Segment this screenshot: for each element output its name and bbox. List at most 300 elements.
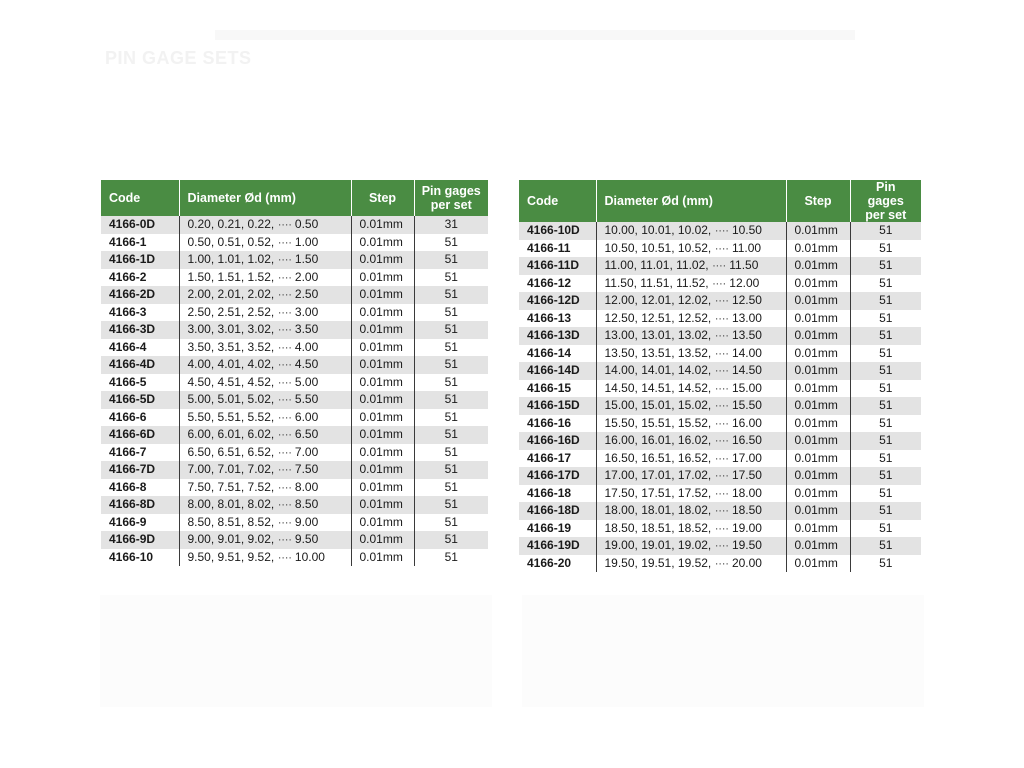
pins-per-set-cell: 51 xyxy=(414,531,488,549)
code-cell: 4166-2 xyxy=(101,269,179,287)
table-row xyxy=(519,397,921,415)
diameter-end: 6.50 xyxy=(294,427,319,441)
diameter-start: 2.00, 2.01, 2.02, xyxy=(187,287,275,301)
diameter-start: 19.00, 19.01, 19.02, xyxy=(604,538,712,552)
diameter-start: 2.50, 2.51, 2.52, xyxy=(187,304,275,319)
column-header-diameter: Diameter Ød (mm) xyxy=(179,180,351,216)
step-cell: 0.01mm xyxy=(351,304,414,322)
step-cell: 0.01mm xyxy=(351,269,414,287)
step-cell: 0.01mm xyxy=(786,257,850,275)
pins-per-set-cell: 51 xyxy=(414,251,488,269)
diameter-cell xyxy=(596,275,786,293)
ellipsis-dots: ···· xyxy=(277,374,292,389)
diameter-end: 17.50 xyxy=(731,468,762,482)
table-row xyxy=(519,467,921,485)
code-cell: 4166-3D xyxy=(101,321,179,339)
table-row xyxy=(519,432,921,450)
pins-per-set-cell: 51 xyxy=(414,479,488,497)
table-row xyxy=(101,251,488,269)
left-table-body xyxy=(101,216,488,566)
diameter-start: 3.50, 3.51, 3.52, xyxy=(187,339,275,354)
ellipsis-dots: ···· xyxy=(277,497,292,511)
diameter-end: 8.50 xyxy=(294,497,319,511)
code-cell: 4166-9D xyxy=(101,531,179,549)
ellipsis-dots: ···· xyxy=(277,252,292,266)
diameter-cell xyxy=(179,549,351,567)
diameter-cell xyxy=(596,520,786,538)
pins-per-set-cell: 51 xyxy=(850,450,921,468)
ellipsis-dots: ···· xyxy=(277,304,292,319)
diameter-cell xyxy=(596,485,786,503)
table-row xyxy=(519,555,921,573)
diameter-end: 14.00 xyxy=(731,345,762,360)
ellipsis-dots: ···· xyxy=(714,398,729,412)
ellipsis-dots: ···· xyxy=(277,479,292,494)
ellipsis-dots: ···· xyxy=(711,258,726,272)
step-cell: 0.01mm xyxy=(351,479,414,497)
step-cell: 0.01mm xyxy=(351,461,414,479)
table-row xyxy=(519,275,921,293)
diameter-end: 18.50 xyxy=(731,503,762,517)
pins-per-set-cell: 51 xyxy=(850,222,921,240)
step-cell: 0.01mm xyxy=(786,485,850,503)
diameter-start: 0.20, 0.21, 0.22, xyxy=(187,217,275,231)
column-header-code: Code xyxy=(101,180,179,216)
pins-per-set-cell: 51 xyxy=(414,409,488,427)
pins-per-set-cell: 51 xyxy=(850,240,921,258)
diameter-cell xyxy=(596,467,786,485)
code-cell: 4166-11 xyxy=(519,240,596,258)
ellipsis-dots: ···· xyxy=(277,217,292,231)
ellipsis-dots: ···· xyxy=(714,328,729,342)
ellipsis-dots: ···· xyxy=(277,357,292,371)
diameter-start: 9.50, 9.51, 9.52, xyxy=(187,549,275,564)
diameter-start: 8.50, 8.51, 8.52, xyxy=(187,514,275,529)
pins-per-set-cell: 51 xyxy=(850,310,921,328)
diameter-cell xyxy=(596,432,786,450)
ellipsis-dots: ···· xyxy=(714,450,729,465)
diameter-end: 5.50 xyxy=(294,392,319,406)
code-cell: 4166-0D xyxy=(101,216,179,234)
diameter-cell xyxy=(596,362,786,380)
step-cell: 0.01mm xyxy=(786,432,850,450)
diameter-end: 1.00 xyxy=(294,234,319,249)
diameter-start: 8.00, 8.01, 8.02, xyxy=(187,497,275,511)
diameter-start: 18.00, 18.01, 18.02, xyxy=(604,503,712,517)
ellipsis-dots: ···· xyxy=(714,555,729,570)
diameter-end: 12.50 xyxy=(731,293,762,307)
table-row xyxy=(101,409,488,427)
diameter-cell xyxy=(179,374,351,392)
diameter-end: 11.00 xyxy=(731,240,762,255)
table-header-row xyxy=(101,180,488,216)
diameter-start: 6.00, 6.01, 6.02, xyxy=(187,427,275,441)
diameter-cell xyxy=(179,426,351,444)
diameter-cell xyxy=(179,514,351,532)
diameter-start: 11.50, 11.51, 11.52, xyxy=(604,275,709,290)
table-row xyxy=(101,461,488,479)
diameter-cell xyxy=(179,286,351,304)
ellipsis-dots: ···· xyxy=(714,468,729,482)
ellipsis-dots: ···· xyxy=(714,310,729,325)
code-cell: 4166-8 xyxy=(101,479,179,497)
step-cell: 0.01mm xyxy=(351,514,414,532)
step-cell: 0.01mm xyxy=(786,415,850,433)
diameter-start: 6.50, 6.51, 6.52, xyxy=(187,444,275,459)
step-cell: 0.01mm xyxy=(351,549,414,567)
ellipsis-dots: ···· xyxy=(714,240,729,255)
table-row xyxy=(519,520,921,538)
diameter-start: 1.50, 1.51, 1.52, xyxy=(187,269,275,284)
ellipsis-dots: ···· xyxy=(714,503,729,517)
ellipsis-dots: ···· xyxy=(714,380,729,395)
diameter-end: 2.50 xyxy=(294,287,319,301)
pins-per-set-cell: 51 xyxy=(414,304,488,322)
code-cell: 4166-11D xyxy=(519,257,596,275)
table-row xyxy=(101,356,488,374)
ellipsis-dots: ···· xyxy=(714,433,729,447)
diameter-cell xyxy=(179,269,351,287)
diameter-end: 19.00 xyxy=(731,520,762,535)
code-cell: 4166-16D xyxy=(519,432,596,450)
pins-per-set-cell: 51 xyxy=(414,234,488,252)
diameter-start: 1.00, 1.01, 1.02, xyxy=(187,252,275,266)
diameter-cell xyxy=(179,234,351,252)
diameter-cell xyxy=(179,496,351,514)
diameter-cell xyxy=(596,257,786,275)
diameter-start: 16.00, 16.01, 16.02, xyxy=(604,433,712,447)
step-cell: 0.01mm xyxy=(786,362,850,380)
diameter-end: 20.00 xyxy=(731,555,762,570)
ellipsis-dots: ···· xyxy=(714,520,729,535)
diameter-end: 10.50 xyxy=(731,223,762,237)
column-header-pins-per-set xyxy=(414,180,488,216)
pins-per-set-cell: 51 xyxy=(414,549,488,567)
diameter-end: 10.00 xyxy=(294,549,325,564)
pins-per-set-cell: 51 xyxy=(414,391,488,409)
diameter-end: 3.00 xyxy=(294,304,319,319)
diameter-start: 7.50, 7.51, 7.52, xyxy=(187,479,275,494)
ellipsis-dots: ···· xyxy=(714,223,729,237)
ellipsis-dots: ···· xyxy=(714,345,729,360)
step-cell: 0.01mm xyxy=(351,234,414,252)
step-cell: 0.01mm xyxy=(351,444,414,462)
diameter-cell xyxy=(596,415,786,433)
code-cell: 4166-7 xyxy=(101,444,179,462)
diameter-start: 7.00, 7.01, 7.02, xyxy=(187,462,275,476)
table-row xyxy=(519,257,921,275)
diameter-end: 13.00 xyxy=(731,310,762,325)
pins-per-set-cell: 51 xyxy=(850,520,921,538)
code-cell: 4166-7D xyxy=(101,461,179,479)
diameter-start: 15.00, 15.01, 15.02, xyxy=(604,398,712,412)
table-row xyxy=(519,485,921,503)
table-row xyxy=(519,310,921,328)
step-cell: 0.01mm xyxy=(786,327,850,345)
code-cell: 4166-1D xyxy=(101,251,179,269)
pins-per-set-cell: 51 xyxy=(850,380,921,398)
faded-note-block-right xyxy=(522,595,924,707)
ellipsis-dots: ···· xyxy=(277,444,292,459)
diameter-end: 13.50 xyxy=(731,328,762,342)
table-row xyxy=(101,514,488,532)
diameter-end: 8.00 xyxy=(294,479,319,494)
diameter-end: 19.50 xyxy=(731,538,762,552)
table-row xyxy=(101,549,488,567)
step-cell: 0.01mm xyxy=(786,222,850,240)
right-table-body xyxy=(519,222,921,572)
diameter-cell xyxy=(179,461,351,479)
diameter-start: 0.50, 0.51, 0.52, xyxy=(187,234,275,249)
table-row xyxy=(101,286,488,304)
diameter-cell xyxy=(596,502,786,520)
code-cell: 4166-18 xyxy=(519,485,596,503)
pins-per-set-cell: 51 xyxy=(850,467,921,485)
step-cell: 0.01mm xyxy=(786,310,850,328)
pins-per-set-cell: 51 xyxy=(850,292,921,310)
diameter-start: 17.50, 17.51, 17.52, xyxy=(604,485,712,500)
ellipsis-dots: ···· xyxy=(711,275,726,290)
diameter-end: 1.50 xyxy=(294,252,319,266)
diameter-start: 9.00, 9.01, 9.02, xyxy=(187,532,275,546)
step-cell: 0.01mm xyxy=(351,356,414,374)
ellipsis-dots: ···· xyxy=(277,462,292,476)
diameter-start: 19.50, 19.51, 19.52, xyxy=(604,555,712,570)
table-row xyxy=(519,380,921,398)
step-cell: 0.01mm xyxy=(351,216,414,234)
pins-per-set-cell: 51 xyxy=(414,269,488,287)
diameter-start: 13.00, 13.01, 13.02, xyxy=(604,328,712,342)
diameter-end: 7.50 xyxy=(294,462,319,476)
table-row xyxy=(101,304,488,322)
table-row xyxy=(101,269,488,287)
diameter-end: 7.00 xyxy=(294,444,319,459)
diameter-cell xyxy=(596,292,786,310)
ellipsis-dots: ···· xyxy=(277,549,292,564)
diameter-start: 16.50, 16.51, 16.52, xyxy=(604,450,712,465)
left-table-panel xyxy=(101,180,488,566)
diameter-cell xyxy=(179,479,351,497)
code-cell: 4166-10 xyxy=(101,549,179,567)
code-cell: 4166-17D xyxy=(519,467,596,485)
pins-per-set-cell: 51 xyxy=(414,496,488,514)
table-header-row xyxy=(519,180,921,222)
table-row xyxy=(101,234,488,252)
diameter-start: 17.00, 17.01, 17.02, xyxy=(604,468,712,482)
step-cell: 0.01mm xyxy=(786,467,850,485)
table-row xyxy=(519,240,921,258)
diameter-cell xyxy=(179,409,351,427)
code-cell: 4166-18D xyxy=(519,502,596,520)
diameter-end: 11.50 xyxy=(729,258,759,272)
step-cell: 0.01mm xyxy=(786,380,850,398)
diameter-cell xyxy=(596,310,786,328)
ellipsis-dots: ···· xyxy=(277,322,292,336)
table-row xyxy=(519,345,921,363)
code-cell: 4166-15 xyxy=(519,380,596,398)
step-cell: 0.01mm xyxy=(786,275,850,293)
diameter-end: 17.00 xyxy=(731,450,762,465)
column-header-pins-per-set xyxy=(850,180,921,222)
pins-header-line2: per set xyxy=(865,208,907,222)
code-cell: 4166-6 xyxy=(101,409,179,427)
step-cell: 0.01mm xyxy=(351,286,414,304)
table-row xyxy=(101,444,488,462)
code-cell: 4166-4D xyxy=(101,356,179,374)
ellipsis-dots: ···· xyxy=(277,532,292,546)
code-cell: 4166-20 xyxy=(519,555,596,573)
table-row xyxy=(101,426,488,444)
step-cell: 0.01mm xyxy=(786,502,850,520)
step-cell: 0.01mm xyxy=(351,531,414,549)
code-cell: 4166-13 xyxy=(519,310,596,328)
pins-header-line1: Pin gages xyxy=(867,180,904,208)
diameter-cell xyxy=(179,216,351,234)
step-cell: 0.01mm xyxy=(786,520,850,538)
code-cell: 4166-15D xyxy=(519,397,596,415)
step-cell: 0.01mm xyxy=(786,345,850,363)
code-cell: 4166-12 xyxy=(519,275,596,293)
diameter-cell xyxy=(596,240,786,258)
ellipsis-dots: ···· xyxy=(277,427,292,441)
diameter-end: 12.00 xyxy=(729,275,760,290)
diameter-end: 16.00 xyxy=(731,415,762,430)
ellipsis-dots: ···· xyxy=(714,363,729,377)
ellipsis-dots: ···· xyxy=(277,339,292,354)
step-cell: 0.01mm xyxy=(351,321,414,339)
diameter-cell xyxy=(179,391,351,409)
code-cell: 4166-3 xyxy=(101,304,179,322)
table-row xyxy=(101,374,488,392)
step-cell: 0.01mm xyxy=(351,251,414,269)
code-cell: 4166-14 xyxy=(519,345,596,363)
step-cell: 0.01mm xyxy=(786,555,850,573)
column-header-step: Step xyxy=(351,180,414,216)
code-cell: 4166-5 xyxy=(101,374,179,392)
diameter-end: 16.50 xyxy=(731,433,762,447)
step-cell: 0.01mm xyxy=(351,409,414,427)
diameter-start: 10.50, 10.51, 10.52, xyxy=(604,240,712,255)
step-cell: 0.01mm xyxy=(351,496,414,514)
diameter-cell xyxy=(596,380,786,398)
faded-header-rule xyxy=(215,30,855,40)
table-row xyxy=(101,339,488,357)
table-row xyxy=(101,531,488,549)
table-row xyxy=(519,327,921,345)
ellipsis-dots: ···· xyxy=(277,287,292,301)
ellipsis-dots: ···· xyxy=(277,392,292,406)
pins-per-set-cell: 51 xyxy=(850,485,921,503)
code-cell: 4166-8D xyxy=(101,496,179,514)
ellipsis-dots: ···· xyxy=(277,269,292,284)
pins-per-set-cell: 51 xyxy=(850,275,921,293)
diameter-end: 6.00 xyxy=(294,409,319,424)
code-cell: 4166-2D xyxy=(101,286,179,304)
pins-per-set-cell: 51 xyxy=(850,432,921,450)
diameter-cell xyxy=(596,327,786,345)
pins-per-set-cell: 51 xyxy=(414,514,488,532)
diameter-cell xyxy=(179,321,351,339)
pin-gage-table-right xyxy=(519,180,921,572)
code-cell: 4166-6D xyxy=(101,426,179,444)
step-cell: 0.01mm xyxy=(351,339,414,357)
diameter-cell xyxy=(596,555,786,573)
table-row xyxy=(101,321,488,339)
table-row xyxy=(101,479,488,497)
column-header-diameter: Diameter Ød (mm) xyxy=(596,180,786,222)
pins-per-set-cell: 51 xyxy=(414,444,488,462)
code-cell: 4166-17 xyxy=(519,450,596,468)
diameter-cell xyxy=(596,397,786,415)
step-cell: 0.01mm xyxy=(786,292,850,310)
step-cell: 0.01mm xyxy=(786,450,850,468)
ellipsis-dots: ···· xyxy=(714,538,729,552)
code-cell: 4166-1 xyxy=(101,234,179,252)
ellipsis-dots: ···· xyxy=(277,409,292,424)
diameter-end: 4.00 xyxy=(294,339,319,354)
pins-per-set-cell: 51 xyxy=(414,321,488,339)
code-cell: 4166-14D xyxy=(519,362,596,380)
diameter-end: 9.50 xyxy=(294,532,319,546)
diameter-cell xyxy=(179,339,351,357)
pins-per-set-cell: 51 xyxy=(414,461,488,479)
pins-header-line2: per set xyxy=(430,198,472,212)
step-cell: 0.01mm xyxy=(351,391,414,409)
diameter-cell xyxy=(179,304,351,322)
pins-per-set-cell: 51 xyxy=(850,415,921,433)
diameter-end: 15.50 xyxy=(731,398,762,412)
diameter-start: 13.50, 13.51, 13.52, xyxy=(604,345,712,360)
page-title: PIN GAGE SETS xyxy=(105,48,252,68)
pins-per-set-cell: 51 xyxy=(414,426,488,444)
column-header-step: Step xyxy=(786,180,850,222)
diameter-end: 4.50 xyxy=(294,357,319,371)
pin-gage-table-left xyxy=(101,180,488,566)
code-cell: 4166-13D xyxy=(519,327,596,345)
pins-per-set-cell: 51 xyxy=(850,257,921,275)
table-row xyxy=(519,362,921,380)
diameter-cell xyxy=(596,537,786,555)
pins-per-set-cell: 51 xyxy=(414,356,488,374)
diameter-cell xyxy=(596,345,786,363)
pins-per-set-cell: 51 xyxy=(850,537,921,555)
diameter-start: 14.00, 14.01, 14.02, xyxy=(604,363,712,377)
step-cell: 0.01mm xyxy=(786,240,850,258)
diameter-start: 12.00, 12.01, 12.02, xyxy=(604,293,712,307)
diameter-start: 14.50, 14.51, 14.52, xyxy=(604,380,712,395)
code-cell: 4166-10D xyxy=(519,222,596,240)
table-row xyxy=(519,222,921,240)
diameter-cell xyxy=(596,222,786,240)
pins-per-set-cell: 51 xyxy=(850,555,921,573)
table-row xyxy=(519,450,921,468)
code-cell: 4166-9 xyxy=(101,514,179,532)
right-table-panel xyxy=(519,180,921,572)
table-row xyxy=(519,502,921,520)
diameter-cell xyxy=(179,531,351,549)
pins-per-set-cell: 51 xyxy=(414,286,488,304)
diameter-end: 9.00 xyxy=(294,514,319,529)
diameter-end: 15.00 xyxy=(731,380,762,395)
diameter-start: 12.50, 12.51, 12.52, xyxy=(604,310,712,325)
diameter-start: 18.50, 18.51, 18.52, xyxy=(604,520,712,535)
diameter-start: 15.50, 15.51, 15.52, xyxy=(604,415,712,430)
pins-per-set-cell: 51 xyxy=(850,345,921,363)
pins-per-set-cell: 51 xyxy=(850,362,921,380)
ellipsis-dots: ···· xyxy=(714,415,729,430)
ellipsis-dots: ···· xyxy=(277,234,292,249)
table-row xyxy=(519,292,921,310)
